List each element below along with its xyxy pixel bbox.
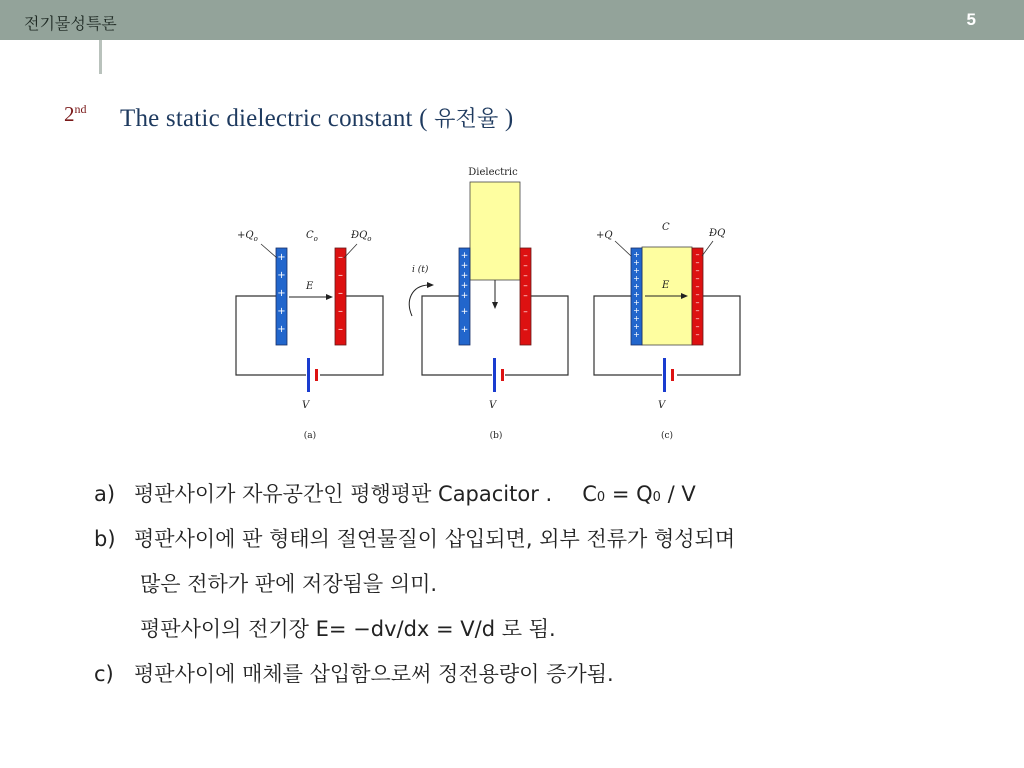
svg-text:–: –: [338, 252, 343, 263]
label-field-a: E: [306, 281, 314, 292]
svg-text:+: +: [633, 298, 640, 307]
field-arrowhead-a: [326, 294, 333, 300]
battery-a: [307, 358, 318, 392]
svg-text:+: +: [633, 314, 640, 323]
svg-text:–: –: [523, 325, 528, 335]
svg-text:+: +: [633, 322, 640, 331]
svg-text:+: +: [460, 271, 469, 281]
battery-b: [493, 358, 504, 392]
svg-text:–: –: [523, 251, 528, 261]
svg-text:–: –: [695, 282, 700, 291]
label-q-neg-a: $ÐQ_o$: [351, 230, 372, 243]
caption-b: (b): [489, 431, 503, 441]
svg-text:–: –: [338, 324, 343, 335]
svg-text:–: –: [523, 271, 528, 281]
item-label: b): [94, 527, 116, 551]
svg-text:+: +: [633, 258, 640, 267]
svg-text:–: –: [695, 298, 700, 307]
svg-text:+: +: [633, 282, 640, 291]
label-field-c: E: [662, 280, 670, 291]
svg-text:+: +: [460, 261, 469, 271]
item-b-continuation: 많은 전하가 판에 저장됨을 의미.: [140, 572, 438, 596]
current-arrow: [409, 285, 428, 316]
svg-text:–: –: [695, 314, 700, 323]
dielectric-slab: [470, 182, 520, 280]
svg-text:–: –: [523, 307, 528, 317]
current-arrowhead: [427, 282, 434, 288]
label-cap-a: $C_o$: [306, 230, 318, 243]
label-q-neg-c: ÐQ: [709, 228, 726, 239]
item-label: c): [94, 662, 114, 686]
svg-text:–: –: [695, 274, 700, 283]
item-c: [94, 658, 735, 703]
page-number: 5: [966, 10, 976, 29]
svg-text:–: –: [695, 322, 700, 331]
section-ordinal: 2nd: [64, 102, 87, 126]
leader-line: [615, 241, 631, 256]
body-text: [94, 478, 735, 703]
svg-text:+: +: [277, 306, 286, 317]
svg-text:+: +: [277, 324, 286, 335]
svg-text:+: +: [460, 307, 469, 317]
svg-text:+: +: [633, 250, 640, 259]
svg-text:+: +: [633, 306, 640, 315]
item-label: a): [94, 482, 116, 506]
svg-text:–: –: [523, 261, 528, 271]
svg-text:–: –: [695, 306, 700, 315]
slide-title: The static dielectric constant ( 유전율 ): [120, 105, 514, 132]
label-current: i (t): [412, 265, 429, 275]
svg-text:–: –: [523, 281, 528, 291]
svg-text:+: +: [460, 251, 469, 261]
label-voltage-c: V: [658, 400, 666, 411]
plus-signs-c: [633, 250, 640, 339]
svg-text:+: +: [633, 274, 640, 283]
svg-text:+: +: [277, 270, 286, 281]
svg-text:+: +: [633, 266, 640, 275]
label-voltage-b: V: [489, 400, 497, 411]
svg-text:+: +: [460, 291, 469, 301]
item-b: [94, 523, 735, 568]
item-a: [94, 478, 735, 523]
course-title: 전기물성특론: [24, 14, 117, 33]
battery-c: [663, 358, 674, 392]
leader-line: [702, 241, 713, 256]
label-voltage-a: V: [302, 400, 310, 411]
svg-text:+: +: [277, 252, 286, 263]
svg-text:–: –: [338, 288, 343, 299]
svg-text:–: –: [695, 266, 700, 275]
svg-text:–: –: [695, 250, 700, 259]
item-b-field-equation: 평판사이의 전기장 E= −dv/dx = V/d 로 됨.: [140, 617, 556, 641]
svg-text:–: –: [695, 258, 700, 267]
svg-text:–: –: [695, 330, 700, 339]
label-cap-c: C: [662, 222, 670, 233]
svg-text:+: +: [633, 290, 640, 299]
svg-text:+: +: [460, 325, 469, 335]
label-q-pos-a: $+Q_o$: [237, 230, 258, 243]
svg-text:+: +: [277, 288, 286, 299]
svg-text:–: –: [338, 306, 343, 317]
caption-c: (c): [660, 431, 674, 441]
svg-text:–: –: [695, 290, 700, 299]
svg-text:–: –: [523, 291, 528, 301]
item-c-text: 평판사이에 매체를 삽입함으로써 정전용량이 증가됨.: [134, 662, 614, 686]
svg-text:+: +: [633, 330, 640, 339]
label-dielectric: Dielectric: [468, 167, 518, 178]
leader-line: [261, 244, 277, 258]
minus-signs-c: [696, 250, 700, 339]
insert-arrowhead: [492, 302, 498, 309]
svg-text:–: –: [338, 270, 343, 281]
item-a-text: 평판사이가 자유공간인 평행평판 Capacitor .: [134, 482, 553, 506]
item-b-text: 평판사이에 판 형태의 절연물질이 삽입되면, 외부 전류가 형성되며: [134, 527, 736, 551]
caption-a: (a): [303, 431, 317, 441]
svg-text:+: +: [460, 281, 469, 291]
label-q-pos-c: +Q: [596, 230, 613, 241]
equation-a: C0 = Q0 / V: [582, 482, 696, 506]
